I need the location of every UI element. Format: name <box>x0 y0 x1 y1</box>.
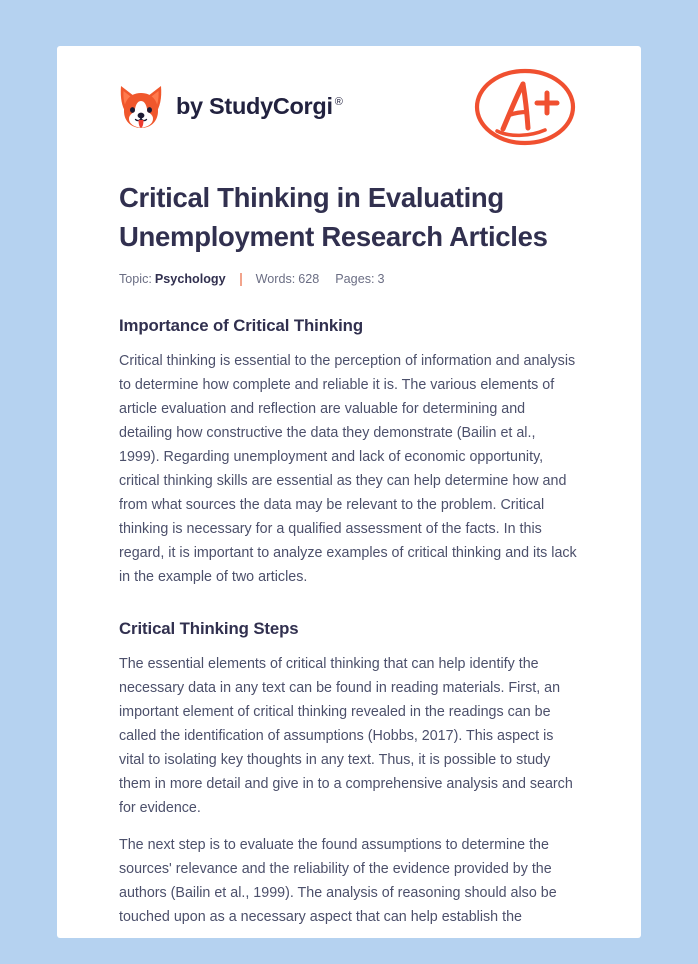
document-paper <box>57 46 641 938</box>
pages-value: 3 <box>377 272 385 287</box>
corgi-head-icon <box>119 84 163 130</box>
document-meta <box>119 272 579 286</box>
a-plus-grade-icon <box>471 65 579 149</box>
section-heading-1: Importance of Critical Thinking <box>119 316 363 336</box>
pages-label: Pages: <box>335 272 375 287</box>
words-value: 628 <box>298 272 320 287</box>
page-title: Critical Thinking in Evaluating Unemployment Research Articles <box>119 182 548 253</box>
brand-name-text: by StudyCorgi <box>176 93 333 120</box>
section-heading-2: Critical Thinking Steps <box>119 619 299 639</box>
meta-divider <box>240 273 242 286</box>
section-2-paragraph-2: The next step is to evaluate the found assumptions to determine the sources' relevance and the reliability of the evidence provided by the authors (Bailin et al., 1999). The analysis of reasoning should also be touched upon as a necessary aspect that can help establish the <box>119 837 557 926</box>
brand-name <box>176 95 343 119</box>
section-2-paragraph-1: The essential elements of critical thinking that can help identify the necessary data in any text can be found in reading materials. First, an important element of critical thinking revealed in the readings can be called the identification of assumptions (Hobbs, 2017). This aspect is vital to isolating key thoughts in any text. Thus, it is possible to study them in more detail and give in to a comprehensive analysis and search for evidence. <box>119 656 573 817</box>
section-1-paragraph-1: Critical thinking is essential to the perception of information and analysis to determine how complete and reliable it is. The various elements of article evaluation and reflection are valuable for determining and detailing how constructive the data they demonstrate (Bailin et al., 1999). Regarding unemployment and lack of economic opportunity, critical thinking skills are essential as they can help determine how and from what sources the data may be relevant to the problem. Critical thinking is necessary for a qualified assessment of the facts. In this regard, it is important to analyze examples of critical thinking and its lack in the example of two articles. <box>119 353 577 586</box>
brand-header <box>119 46 579 156</box>
brand-logo-group[interactable] <box>119 84 343 130</box>
registered-trademark-icon: ® <box>334 96 343 109</box>
topic-value[interactable]: Psychology <box>154 272 226 287</box>
words-label: Words: <box>255 272 296 287</box>
topic-label: Topic: <box>119 272 152 287</box>
